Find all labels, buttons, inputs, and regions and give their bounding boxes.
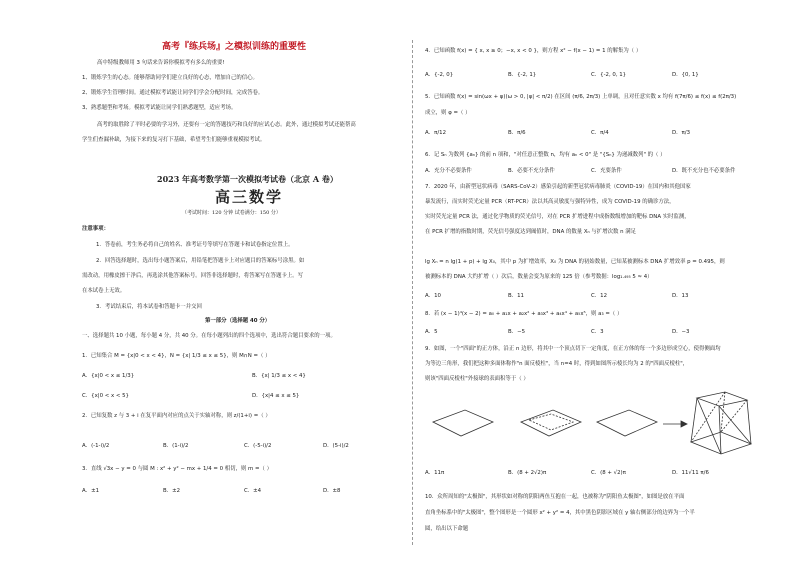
q6-option-a: A．充分不必要条件 [425,168,472,174]
q4-stem: 4．已知函数 f(x) = { x, x ≥ 0；−x, x < 0 }，则方程 x² − f(x − 1) = 1 的解集为（ ） [425,48,642,54]
q2-stem: 2．已知复数 z 与 3 + i 在复平面内对应的点关于实轴对称，则 z/(1+i) =（ ） [82,413,271,419]
q1-option-a: A．{x|0 < x ≤ 1/3} [82,373,135,379]
q9-line: 则该"四面反棱柱"外接球的表面积等于（ ） [425,376,529,382]
q5-stem: 5．已知函数 f(x) = sin(ωx + φ)(ω > 0, |φ| < π/2) 在区间 (π/6, 2π/3) 上单调，且对任意实数 x 均有 f(7π/6) ≤ f(x) ≤ f(2π/3) [425,94,737,100]
column-divider [412,40,413,545]
q6-option-c: C．充要条件 [591,168,622,174]
part1-heading: 第一部分（选择题 40 分） [205,318,271,324]
q9-line: 9．如图，一个"四面"的正方体，沿正 n 边形，将其中一个顶点切下一定角度，在正方体的每一个多边形成空心，使得侧面均 [425,346,721,352]
fig-square-3 [597,410,657,436]
q9-option-b: B．(8 + 2√2)π [508,470,547,476]
q5-stem-cont: 成立，则 φ =（ ） [425,110,471,116]
q8-option-a: A．5 [425,329,438,335]
q5-option-c: C．π/4 [591,130,609,136]
promo-line: 高中特级教师用 3 句话来告诉你模拟考有多么的重要! [97,60,225,66]
q1-option-b: B．{x| 1/3 ≤ x < 4} [252,373,306,379]
q3-option-c: C．±4 [244,488,262,494]
promo-line: 2、锻炼学生管理时间。通过模拟考试能让同学们学会分配时间，完成答卷。 [82,90,264,96]
q8-stem: 8．若 (x − 1)⁴(x − 2) = a₀ + a₁x + a₂x² + a₃x³ + a₄x⁴ + a₅x⁵，则 a₃ =（ ） [425,311,623,317]
promo-line: 3、熟悉题型和考场。模拟考试能让同学们熟悉题型，适应考场。 [82,105,237,111]
q3-option-a: A．±1 [82,488,100,494]
notes-heading: 注意事项： [82,226,109,232]
q9-option-d: D．11√11 π/6 [672,470,709,476]
q4-option-d: D．{0, 1} [672,72,699,78]
q6-stem: 6．记 Sₙ 为数列 {aₙ} 的前 n 项和，"对任意正整数 n，均有 aₙ < 0" 是 "{Sₙ} 为递减数列" 的（ ） [425,152,666,158]
q10-line: 圆，给出以下命题 [425,526,469,532]
notes-line: 2．回答选择题时，选出每小题答案后，用铅笔把答题卡上对应题目的答案标号涂黑。如 [96,258,305,264]
q1-option-d: D．{x|4 ≤ x ≤ 5} [252,393,300,399]
q7-line: 实时荧光定量 PCR 法，通过化学物质的荧光信号，对在 PCR 扩增进程中成指数级增加的靶标 DNA 实时监测， [425,214,690,220]
promo-line: 1、锻炼学生的心态。能够帮助同学们建立良好的心态，增加自己的信心。 [82,75,258,81]
q2-option-a: A．(-1-i)/2 [82,443,110,449]
q8-option-c: C．3 [591,329,604,335]
q7-line: 在 PCR 扩增的指数时期，荧光信号强度达到阈值时，DNA 的数量 Xₙ 与扩增次数 n 满足 [425,229,636,235]
antiprism-figure [425,392,755,462]
q2-option-d: D．(5-i)/2 [323,443,349,449]
promo-title: 高考『练兵场』之模拟训练的重要性 [162,42,307,52]
q4-option-b: B．{-2, 1} [508,72,537,78]
q5-option-b: B．π/6 [508,130,526,136]
q8-option-b: B．−5 [508,329,526,335]
q6-option-b: B．必要不充分条件 [508,168,555,174]
q6-option-d: D．既不充分也不必要条件 [672,168,736,174]
q2-option-c: C．(-5-i)/2 [244,443,272,449]
promo-line: 学生们查漏补缺，为接下来的复习打下基础，希望考生们能够重视模拟考试。 [82,137,266,143]
q7-option-b: B．11 [508,293,524,299]
q9-line: 为等边三角形，我们把这种多面体称作"n 面反棱柱"，当 n=4 时，得到如图所示棱长均为 2 的"四面反棱柱"， [425,361,689,367]
q4-option-c: C．{-2, 0, 1} [591,72,627,78]
q5-option-d: D．π/3 [672,130,691,136]
q5-option-a: A．π/12 [425,130,446,136]
notes-line: 需改动，用橡皮擦干净后，再选涂其他答案标号。回答非选择题时，将答案写在答题卡上。写 [82,273,304,279]
q1-stem: 1．已知集合 M = {x|0 < x < 4}，N = {x| 1/3 ≤ x ≤ 5}，则 M∩N =（ ） [82,353,271,359]
fig-arrow-head [681,421,687,427]
q3-option-d: D．±8 [323,488,341,494]
promo-line: 高考的取胜除了平时必要的学习外，还要有一定的答题技巧和良好的应试心态。此外，通过模拟考试还能帮高 [97,122,356,128]
q3-stem: 3．直线 √3x − y = 0 与圆 M : x² + y² − mx + 1/4 = 0 相切，则 m =（ ） [82,466,272,472]
q1-option-c: C．{x|0 < x < 5} [82,393,129,399]
q7-option-d: D．13 [672,293,689,299]
q7-line: 7．2020 年，由新型冠状病毒（SARS-CoV-2）感染引起的新型冠状病毒肺炎（COVID-19）在国内和其他国家 [425,184,691,190]
q2-option-b: B．(1-i)/2 [163,443,189,449]
q7-line: 被测标本的 DNA 大约扩增（ ）次后，数量会变为原来的 125 倍（参考数据：log₁.₄₉₅ 5 ≈ 4） [425,274,653,280]
q7-line: lg Xₙ = n lg(1 + p) + lg X₀，其中 p 为扩增效率，X₀ 为 DNA 的初始数量，已知某被测标本 DNA 扩增效率 p = 0.495，则 [425,259,725,265]
fig-antiprism-top [697,392,747,406]
exam-title: 2023 年高考数学第一次模拟考试卷（北京 A 卷） [157,174,338,184]
q7-option-a: A．10 [425,293,441,299]
fig-square-1 [433,410,493,436]
q8-option-d: D．−3 [672,329,690,335]
q9-option-c: C．(8 + √2)π [591,470,626,476]
q7-option-c: C．12 [591,293,608,299]
notes-line: 在本试卷上无效。 [82,288,126,294]
q10-line: 直角坐标系中的"太极图"，整个图形是一个圆形 x² + y² = 4，其中黑色阴影区域在 y 轴右侧部分的边界为一个半 [425,510,695,516]
notes-line: 1．答卷前，考生务必将自己的姓名、准考证号等填写在答题卡和试卷指定位置上。 [96,242,294,248]
q10-line: 10．众所周知的"太极图"，其形状如对称的阴阳两鱼互抱在一起，也被称为"阴阳鱼太极图"，如图是放在平面 [425,494,685,500]
exam-meta: （考试时间：120 分钟 试卷满分：150 分） [182,210,281,216]
q9-option-a: A．11π [425,470,445,476]
q4-option-a: A．{-2, 0} [425,72,454,78]
exam-subject: 高三数学 [215,188,284,206]
part1-instruction: 一、选择题共 10 小题，每小题 4 分，共 40 分。在每小题列出的四个选项中，选出符合题目要求的一项。 [82,333,336,339]
q3-option-b: B．±2 [163,488,181,494]
q7-line: 暴发流行，而实时荧光定量 PCR（RT-PCR）法以其高灵敏度与强特异性，成为 COVID-19 的确诊方法， [425,199,675,205]
notes-line: 3．考试结束后，将本试卷和答题卡一并交回 [96,304,202,310]
